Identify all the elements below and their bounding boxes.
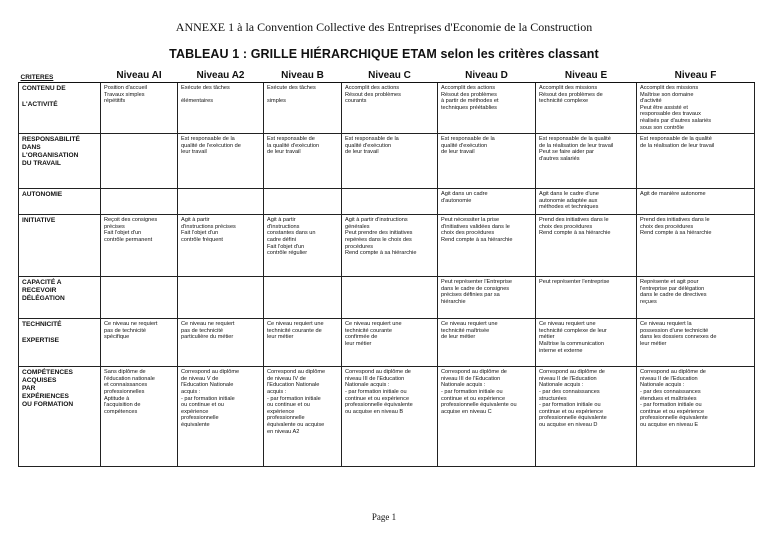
cell-niveau-a1: [101, 83, 178, 134]
cell-text: Accomplit des missions Maîtrise son domaine d'activité Peut être assisté et responsable des travaux réalisés par d'autres salariés sous son contrôle: [640, 85, 712, 131]
cell-text: Position d'accueil Travaux simples répétitifs: [104, 85, 148, 105]
cell-niveau-a2: [178, 319, 264, 367]
cell-niveau-c: [342, 83, 438, 134]
cell-niveau-e: [536, 367, 637, 467]
cell-niveau-a2: [178, 277, 264, 319]
cell-text: Agit à partir d'instructions précises Fait l'objet d'un contrôle fréquent: [181, 217, 236, 243]
row-contenu: [19, 83, 755, 134]
cell-niveau-b: [264, 215, 342, 277]
cell-text: Ce niveau requiert une technicité maîtrisée de leur métier: [441, 321, 498, 341]
cell-text: Sans diplôme de l'éducation nationale et connaissances professionnelles Aptitude à l'acquisition de compétences: [104, 369, 155, 415]
cell-niveau-b: [264, 367, 342, 467]
cell-text: Correspond au diplôme de niveau III de l'Education Nationale acquis : - par formation initiale ou continue et ou expérience professionnelle équivalente ou acquise en niveau B: [345, 369, 413, 415]
cell-niveau-a1: [101, 367, 178, 467]
cell-niveau-f: [637, 189, 755, 215]
cell-text: Correspond au diplôme de niveau IV de l'Education Nationale acquis : - par formation initiale ou continue et ou expérience professionnelle équivalente ou acquise en niveau A2: [267, 369, 326, 435]
cell-niveau-f: [637, 134, 755, 189]
cell-niveau-a2: [178, 367, 264, 467]
cell-niveau-e: [536, 83, 637, 134]
column-header-criteres: CRITERES: [19, 70, 101, 83]
classification-grid: [18, 70, 755, 467]
cell-text: Agit à partir d'instructions constantes dans un cadre défini Fait l'objet d'un contrôle régulier: [267, 217, 316, 257]
cell-niveau-c: [342, 189, 438, 215]
row-competences: [19, 367, 755, 467]
cell-text: Peut nécessiter la prise d'initiatives validées dans le choix des procédures Rend compte à sa hiérarchie: [441, 217, 513, 243]
cell-niveau-f: [637, 319, 755, 367]
cell-niveau-b: [264, 277, 342, 319]
cell-niveau-b: [264, 319, 342, 367]
cell-text: Représente et agit pour l'entreprise par délégation dans le cadre de directives reçues: [640, 279, 707, 305]
cell-niveau-a1: [101, 277, 178, 319]
criterion-label: [19, 319, 101, 367]
cell-niveau-d: [438, 277, 536, 319]
cell-text: Est responsable de la qualité d'exécution de leur travail: [345, 136, 399, 156]
cell-niveau-d: [438, 83, 536, 134]
cell-text: Peut représenter l'Entreprise dans le cadre de consignes précises définies par sa hiérarchie: [441, 279, 513, 305]
cell-niveau-d: [438, 367, 536, 467]
cell-text: Correspond au diplôme de niveau II de l'Education Nationale acquis : - par des connaissances structurées - par formation initiale ou continue et ou expérience professionnelle équivalente ou acquise en niveau D: [539, 369, 607, 428]
cell-niveau-f: [637, 367, 755, 467]
cell-text: Ce niveau ne requiert pas de technicité spécifique: [104, 321, 158, 341]
cell-niveau-f: [637, 83, 755, 134]
row-technicite: [19, 319, 755, 367]
criterion-label: [19, 215, 101, 277]
cell-niveau-f: [637, 215, 755, 277]
cell-text: Accomplit des actions Résout des problèmes courants: [345, 85, 401, 105]
cell-niveau-a2: [178, 215, 264, 277]
cell-text: Correspond au diplôme de niveau II de l'Education Nationale acquis : - par des connaissances étendues et maîtrisées - par formation initiale ou continue et ou expérience professionnelle équivalente ou acquise en niveau E: [640, 369, 708, 428]
criterion-label-text: RESPONSABILITÉ DANS L'ORGANISATION DU TRAVAIL: [22, 136, 80, 167]
cell-text: Exécute des tâches élémentaires: [181, 85, 230, 105]
criterion-label: [19, 367, 101, 467]
criterion-label-text: AUTONOMIE: [22, 191, 63, 199]
cell-text: Ce niveau requiert une technicité courante confirmée de leur métier: [345, 321, 402, 347]
cell-niveau-d: [438, 189, 536, 215]
cell-text: Ce niveau requiert une technicité complexe de leur métier Maîtrise la communication interne et externe: [539, 321, 607, 354]
criterion-label-text: TECHNICITÉ EXPERTISE: [22, 321, 62, 344]
cell-niveau-c: [342, 215, 438, 277]
cell-niveau-e: [536, 134, 637, 189]
cell-niveau-e: [536, 277, 637, 319]
annexe-heading: ANNEXE 1 à la Convention Collective des Entreprises d'Economie de la Construction: [175, 20, 593, 34]
row-responsabilite: [19, 134, 755, 189]
column-header-niveau-d: Niveau D: [438, 70, 536, 83]
column-header-niveau-a1: Niveau AI: [101, 70, 178, 83]
table-title: TABLEAU 1 : GRILLE HIÉRARCHIQUE ETAM selon les critères classant: [169, 47, 599, 61]
cell-niveau-b: [264, 189, 342, 215]
row-initiative: [19, 215, 755, 277]
cell-text: Agit à partir d'instructions générales Peut prendre des initiatives repérées dans le choix des procédures Rend compte à sa hiérarchie: [345, 217, 417, 257]
cell-text: Agit dans le cadre d'une autonomie adaptée aux méthodes et techniques: [539, 191, 599, 211]
page-number: Page 1: [371, 512, 397, 522]
cell-text: Est responsable de la qualité de la réalisation de leur travail: [640, 136, 715, 149]
cell-niveau-d: [438, 134, 536, 189]
cell-text: Ce niveau ne requiert pas de technicité particulière du métier: [181, 321, 235, 341]
cell-text: Accomplit des missions Résout des problèmes de technicité complexe: [539, 85, 603, 105]
row-autonomie: [19, 189, 755, 215]
cell-text: Prend des initiatives dans le choix des procédures Rend compte à sa hiérarchie: [539, 217, 611, 237]
cell-niveau-a2: [178, 189, 264, 215]
cell-niveau-c: [342, 134, 438, 189]
cell-text: Agit dans un cadre d'autonomie: [441, 191, 488, 204]
cell-text: Est responsable de la qualité d'exécution de leur travail: [441, 136, 495, 156]
cell-niveau-a1: [101, 189, 178, 215]
criterion-label-text: INITIATIVE: [22, 217, 56, 225]
cell-niveau-a2: [178, 83, 264, 134]
cell-text: Reçoit des consignes précises Fait l'objet d'un contrôle permanent: [104, 217, 158, 243]
cell-text: Ce niveau requiert la possession d'une technicité dans les dossiers connexes de leur métier: [640, 321, 717, 347]
cell-niveau-b: [264, 83, 342, 134]
cell-niveau-a1: [101, 319, 178, 367]
cell-text: Correspond au diplôme de niveau V de l'Education Nationale acquis : - par formation initiale ou continue et ou expérience professionnelle équivalente: [181, 369, 240, 428]
cell-text: Correspond au diplôme de niveau III de l'Education Nationale acquis : - par formation initiale ou continue et ou expérience professionnelle équivalente ou acquise en niveau C: [441, 369, 517, 415]
cell-text: Prend des initiatives dans le choix des procédures Rend compte à sa hiérarchie: [640, 217, 712, 237]
column-header-niveau-b: Niveau B: [264, 70, 342, 83]
criterion-label: [19, 83, 101, 134]
cell-niveau-e: [536, 319, 637, 367]
cell-text: Accomplit des actions Résout des problèmes à partir de méthodes et techniques préétablies: [441, 85, 499, 111]
cell-niveau-a1: [101, 134, 178, 189]
cell-niveau-a1: [101, 215, 178, 277]
cell-niveau-e: [536, 215, 637, 277]
cell-niveau-a2: [178, 134, 264, 189]
cell-text: Ce niveau requiert une technicité courante de leur métier: [267, 321, 324, 341]
cell-niveau-c: [342, 367, 438, 467]
cell-text: Est responsable de la qualité de la réalisation de leur travail Peut se faire aider par d'autres salariés: [539, 136, 614, 162]
cell-text: Exécute des tâches simples: [267, 85, 316, 105]
column-header-niveau-a2: Niveau A2: [178, 70, 264, 83]
criterion-label: [19, 134, 101, 189]
cell-niveau-f: [637, 277, 755, 319]
column-header-niveau-e: Niveau E: [536, 70, 637, 83]
criterion-label: [19, 277, 101, 319]
criterion-label-text: CONTENU DE L'ACTIVITÉ: [22, 85, 66, 108]
criterion-label: [19, 189, 101, 215]
header-row: [19, 70, 755, 83]
cell-niveau-b: [264, 134, 342, 189]
column-header-niveau-f: Niveau F: [637, 70, 755, 83]
cell-niveau-d: [438, 215, 536, 277]
cell-niveau-c: [342, 319, 438, 367]
cell-niveau-c: [342, 277, 438, 319]
cell-text: Agit de manière autonome: [640, 191, 706, 198]
cell-text: Peut représenter l'entreprise: [539, 279, 610, 286]
cell-text: Est responsable de la qualité d'exécution de leur travail: [267, 136, 320, 156]
cell-text: Est responsable de la qualité de l'exécution de leur travail: [181, 136, 241, 156]
cell-niveau-e: [536, 189, 637, 215]
column-header-niveau-c: Niveau C: [342, 70, 438, 83]
grid-body: [19, 83, 755, 467]
cell-niveau-d: [438, 319, 536, 367]
row-delegation: [19, 277, 755, 319]
criterion-label-text: CAPACITÉ A RECEVOIR DÉLÉGATION: [22, 279, 65, 302]
criterion-label-text: COMPÉTENCES ACQUISES PAR EXPÉRIENCES OU FORMATION: [22, 369, 74, 408]
